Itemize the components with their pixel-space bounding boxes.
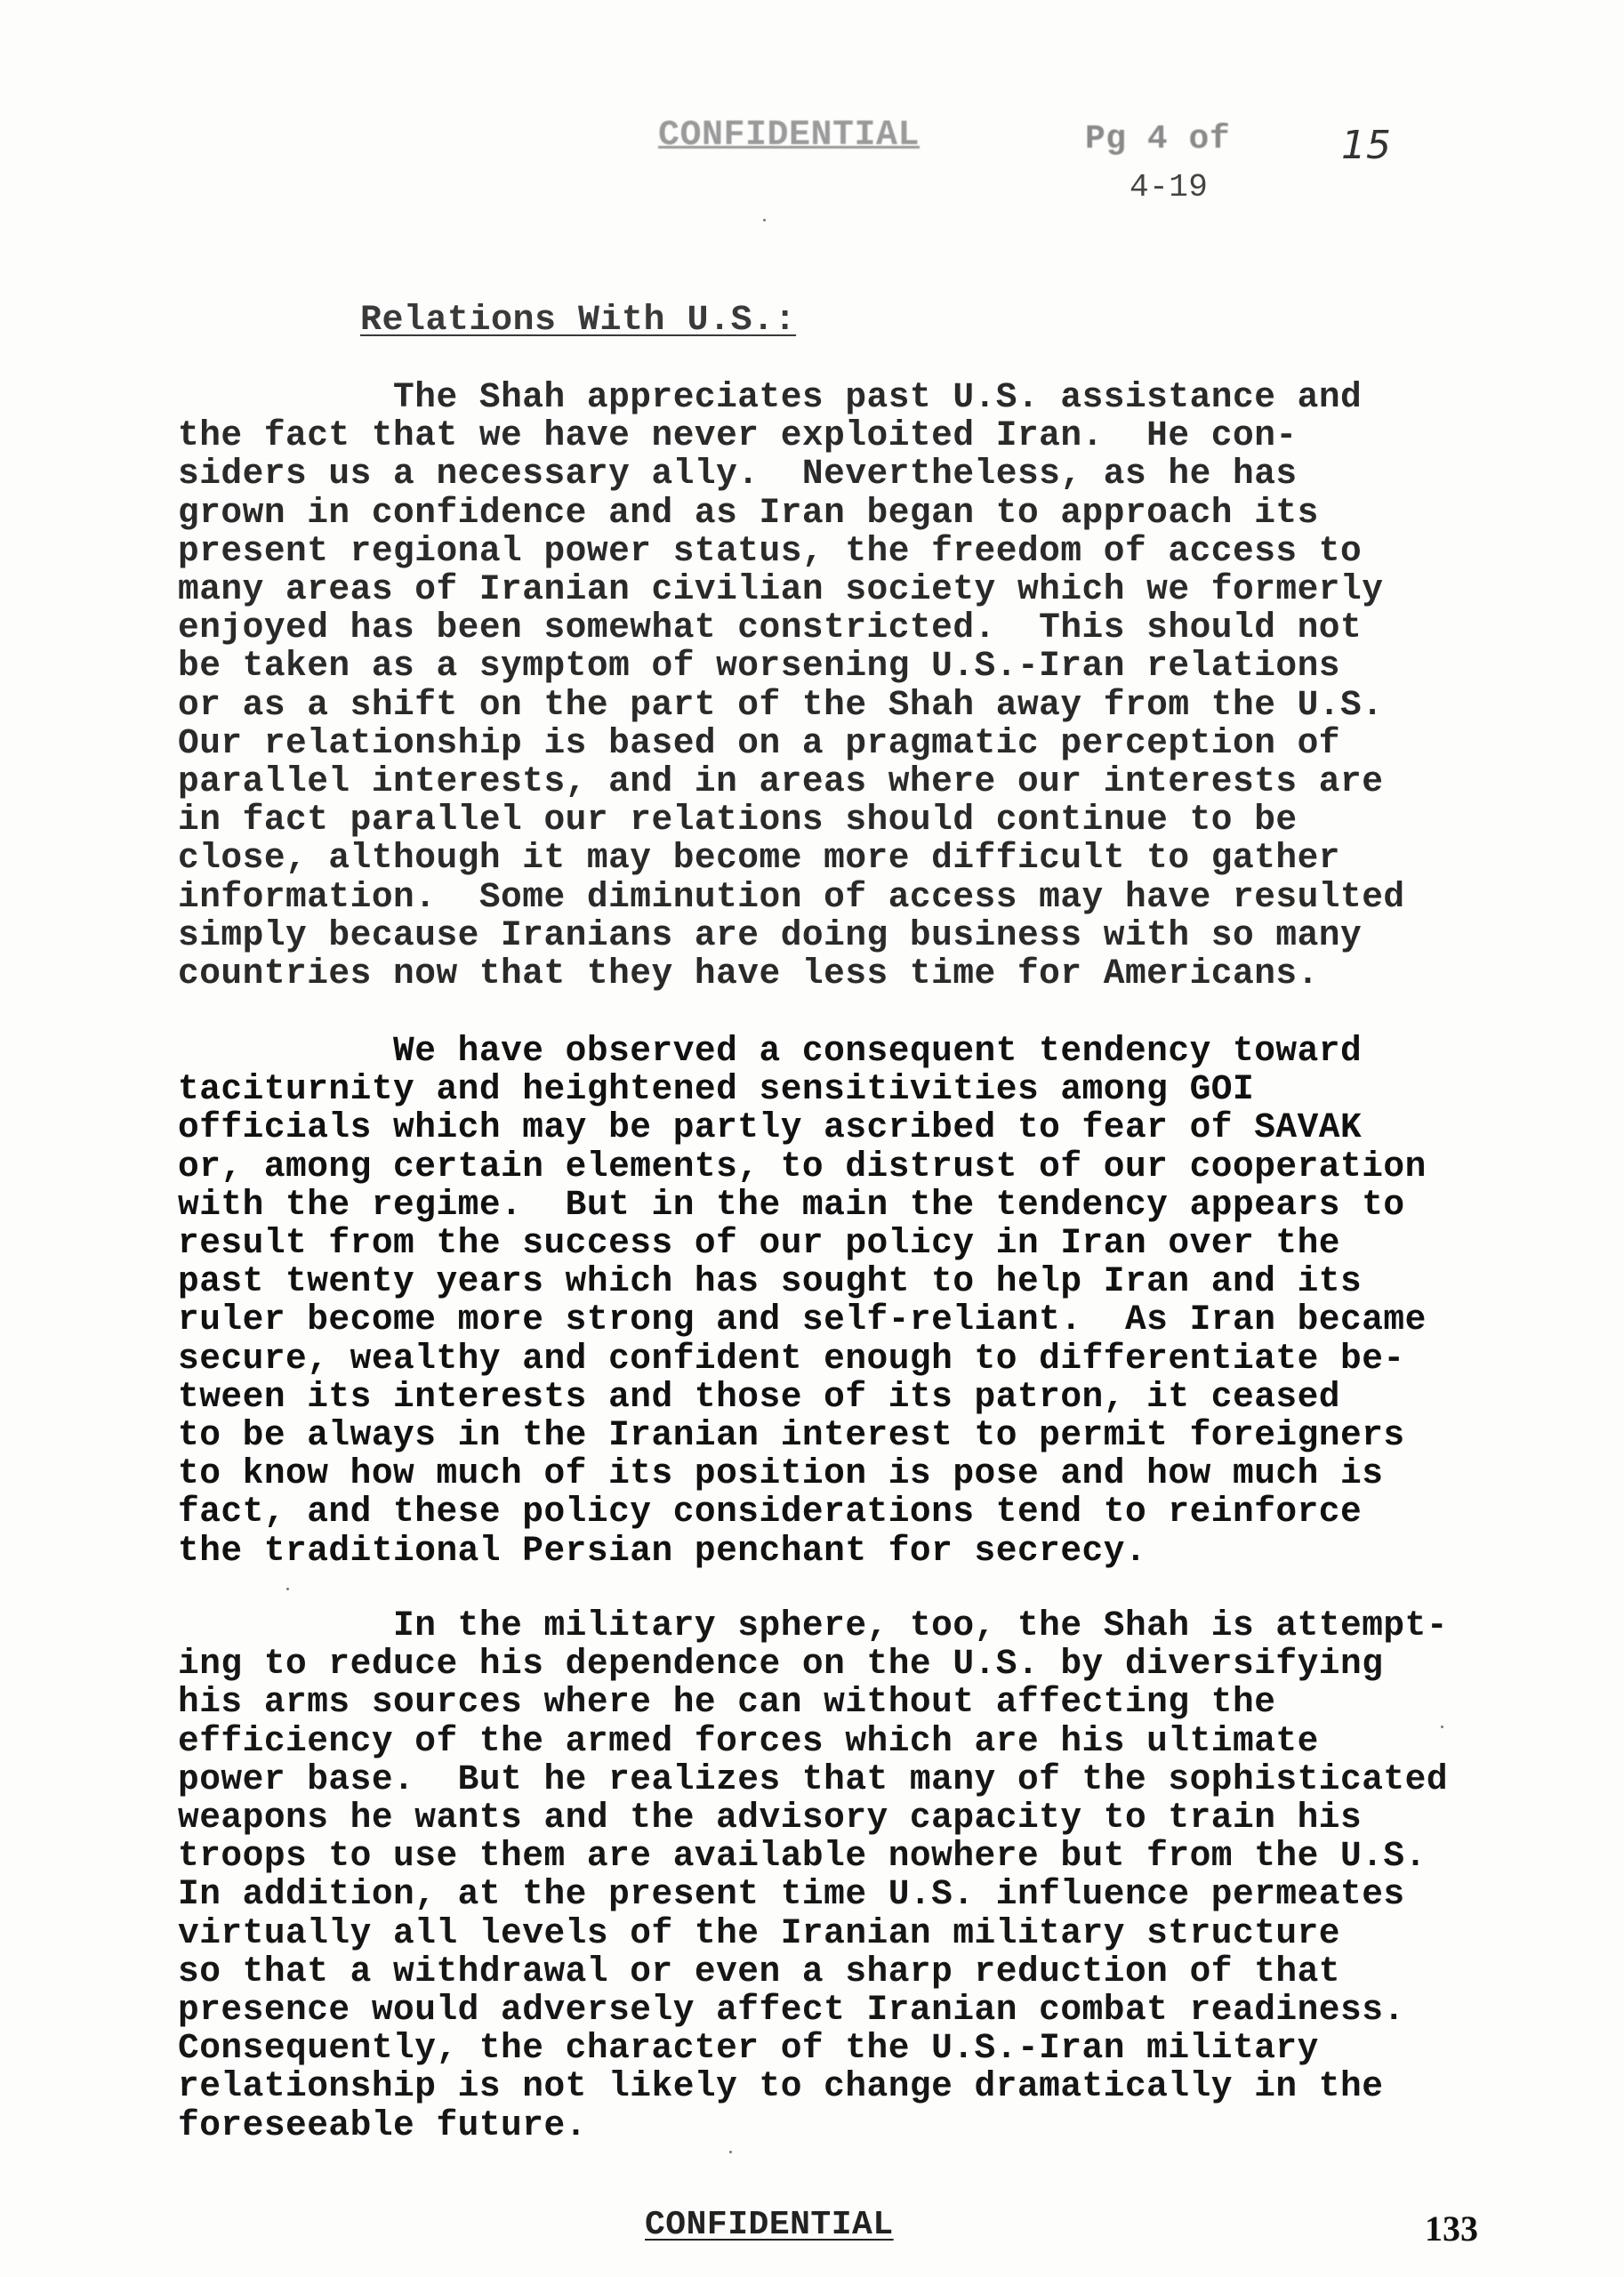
paragraph-taciturnity: We have observed a consequent tendency toward taciturnity and heightened sensitivities among GOI officials which may be partly ascribed to fear of SAVAK or, among certain elements, to distrust of our cooperation with the regime. But in the main the tendency appears to result from the success of our policy in Iran over the past twenty years which has sought to help Iran and its ruler become more strong and self-reliant. As Iran became secure, wealthy and confident enough to differentiate be- tween its interests and those of its patron, it ceased to be always in the Iranian interest to permit foreigners to know how much of its position is pose and how much is fact, and these policy considerations tend to reinforce the traditional Persian penchant for secrecy.: [178, 1031, 1427, 1571]
header-reference: Pg 4 of: [1085, 120, 1231, 158]
footer-classification-stamp: CONFIDENTIAL: [645, 2206, 894, 2244]
header-reference-handwritten: 15: [1341, 123, 1391, 168]
scan-speck: [729, 2151, 732, 2153]
page-number: 133: [1425, 2209, 1478, 2249]
header-page-marker: 4-19: [1130, 169, 1209, 205]
header-classification-stamp: CONFIDENTIAL: [658, 116, 921, 156]
paragraph-military-sphere: In the military sphere, too, the Shah is attempt- ing to reduce his dependence on the U.S. by diversifying his arms sources where he can without affecting the efficiency of the armed forces which are his ultimate power base. But he realizes that many of the sophisticated weapons he wants and the advisory capacity to train his troops to use them are available nowhere but from the U.S. In addition, at the present time U.S. influence permeates virtually all levels of the Iranian military structure so that a withdrawal or even a sharp reduction of that presence would adversely affect Iranian combat readiness. Consequently, the character of the U.S.-Iran military relationship is not likely to change dramatically in the foreseeable future.: [178, 1605, 1449, 2145]
scan-speck: [286, 1588, 289, 1590]
section-heading: Relations With U.S.:: [360, 301, 797, 341]
scan-speck: [763, 219, 766, 221]
paragraph-relations-overview: The Shah appreciates past U.S. assistance and the fact that we have never exploited Iran. He con- siders us a necessary ally. Nevertheless, as he has grown in confidence and as Iran began to approach its present regional power status, the freedom of access to many areas of Iranian civilian society which we formerly enjoyed has been somewhat constricted. This should not be taken as a symptom of worsening U.S.-Iran relations or as a shift on the part of the Shah away from the U.S. Our relationship is based on a pragmatic perception of parallel interests, and in areas where our interests are in fact parallel our relations should continue to be close, although it may become more difficult to gather information. Some diminution of access may have resulted simply because Iranians are doing business with so many countries now that they have less time for Americans.: [178, 377, 1405, 994]
